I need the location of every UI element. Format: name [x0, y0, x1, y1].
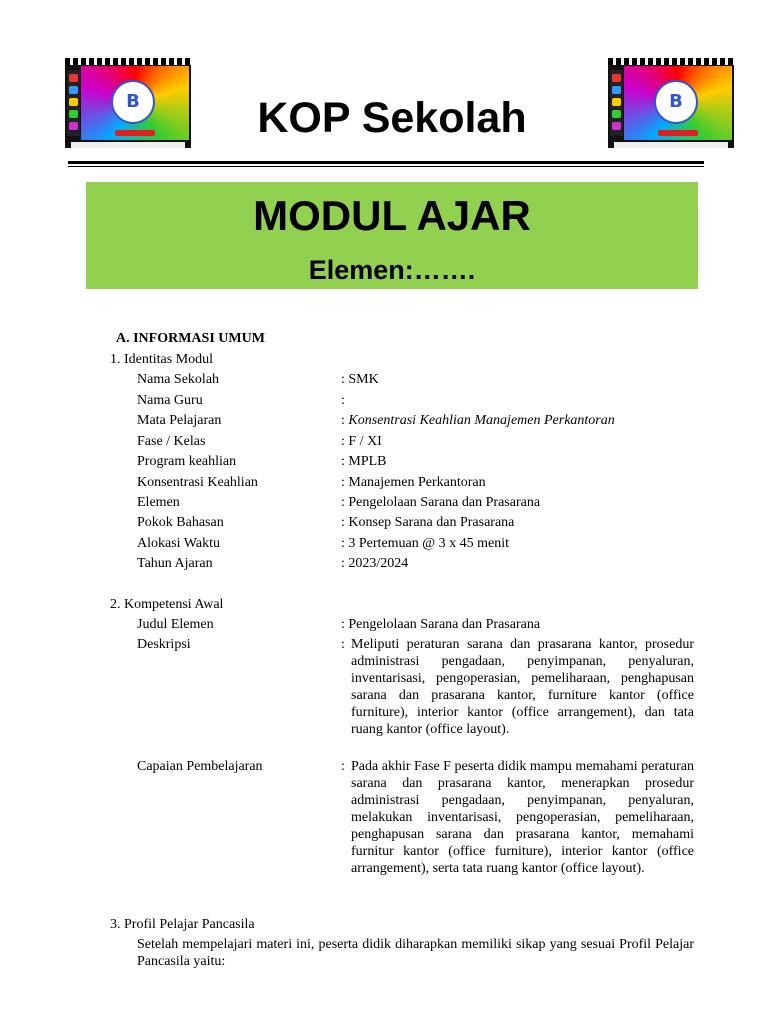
judul-elemen-label: Judul Elemen	[137, 617, 214, 632]
judul-elemen-value: : Pengelolaan Sarana dan Prasarana	[341, 617, 541, 632]
field-label: Pokok Bahasan	[137, 515, 224, 530]
field-label: Fase / Kelas	[137, 434, 206, 449]
field-value: : Konsentrasi Keahlian Manajemen Perkantoran	[341, 413, 615, 428]
field-label: Elemen	[137, 495, 180, 510]
field-value: : Konsep Sarana dan Prasarana	[341, 515, 515, 530]
item-1-title: 1. Identitas Modul	[110, 352, 214, 367]
field-value: : MPLB	[341, 454, 387, 469]
field-label: Nama Sekolah	[137, 372, 220, 387]
field-label: Program keahlian	[137, 454, 237, 469]
field-label: Alokasi Waktu	[137, 536, 220, 551]
capaian-colon: :	[341, 759, 345, 774]
channel-logo-right: B	[608, 58, 734, 148]
capaian-label: Capaian Pembelajaran	[137, 759, 263, 774]
deskripsi-colon: :	[341, 637, 345, 652]
field-label: Nama Guru	[137, 393, 203, 408]
field-value: : F / XI	[341, 434, 382, 449]
field-value-italic: Konsentrasi Keahlian Manajemen Perkantoran	[348, 413, 615, 428]
kop-title: KOP Sekolah	[257, 94, 527, 142]
field-value: : Manajemen Perkantoran	[341, 475, 486, 490]
channel-logo-left: B	[65, 58, 191, 148]
banner-title: MODUL AJAR	[253, 192, 531, 239]
header-rule-thick	[68, 161, 704, 164]
banner-subtitle: Elemen:…….	[308, 255, 476, 285]
capaian-text: Pada akhir Fase F peserta didik mampu memahami peraturan sarana dan prasarana kantor, menerapkan prosedur administrasi pengadaan, penyimpanan, penyaluran, melakukan inventarisasi, pengoperasian, pemeliharaan, penghapusan sarana dan prasarana kantor, memahami furnitur kantor (office furniture), interior kantor (office arrangement), serta tata ruang kantor (office layout).	[351, 759, 694, 876]
field-label: Konsentrasi Keahlian	[137, 475, 258, 490]
field-value: : Pengelolaan Sarana dan Prasarana	[341, 495, 541, 510]
field-value: :	[341, 393, 345, 408]
profil-text: Setelah mempelajari materi ini, peserta didik diharapkan memiliki sikap yang sesuai Profil Pelajar Pancasila yaitu:	[137, 937, 694, 969]
section-heading: A. INFORMASI UMUM	[116, 331, 265, 346]
header-rule-thin	[68, 166, 704, 167]
item-2-title: 2. Kompetensi Awal	[110, 597, 224, 612]
field-value: : 2023/2024	[341, 556, 409, 571]
field-value: : 3 Pertemuan @ 3 x 45 menit	[341, 536, 510, 551]
item-3-title: 3. Profil Pelajar Pancasila	[110, 917, 255, 932]
field-label: Tahun Ajaran	[137, 556, 213, 571]
field-label: Mata Pelajaran	[137, 413, 222, 428]
deskripsi-label: Deskripsi	[137, 637, 191, 652]
deskripsi-text: Meliputi peraturan sarana dan prasarana kantor, prosedur administrasi pengadaan, penyimpanan, penyaluran, inventarisasi, pengoperasian, pemeliharaan, penghapusan sarana dan prasarana kantor, furniture kantor (office furniture), interior kantor (office arrangement), dan tata ruang kantor (office layout).	[351, 637, 694, 737]
field-value: : SMK	[341, 372, 379, 387]
